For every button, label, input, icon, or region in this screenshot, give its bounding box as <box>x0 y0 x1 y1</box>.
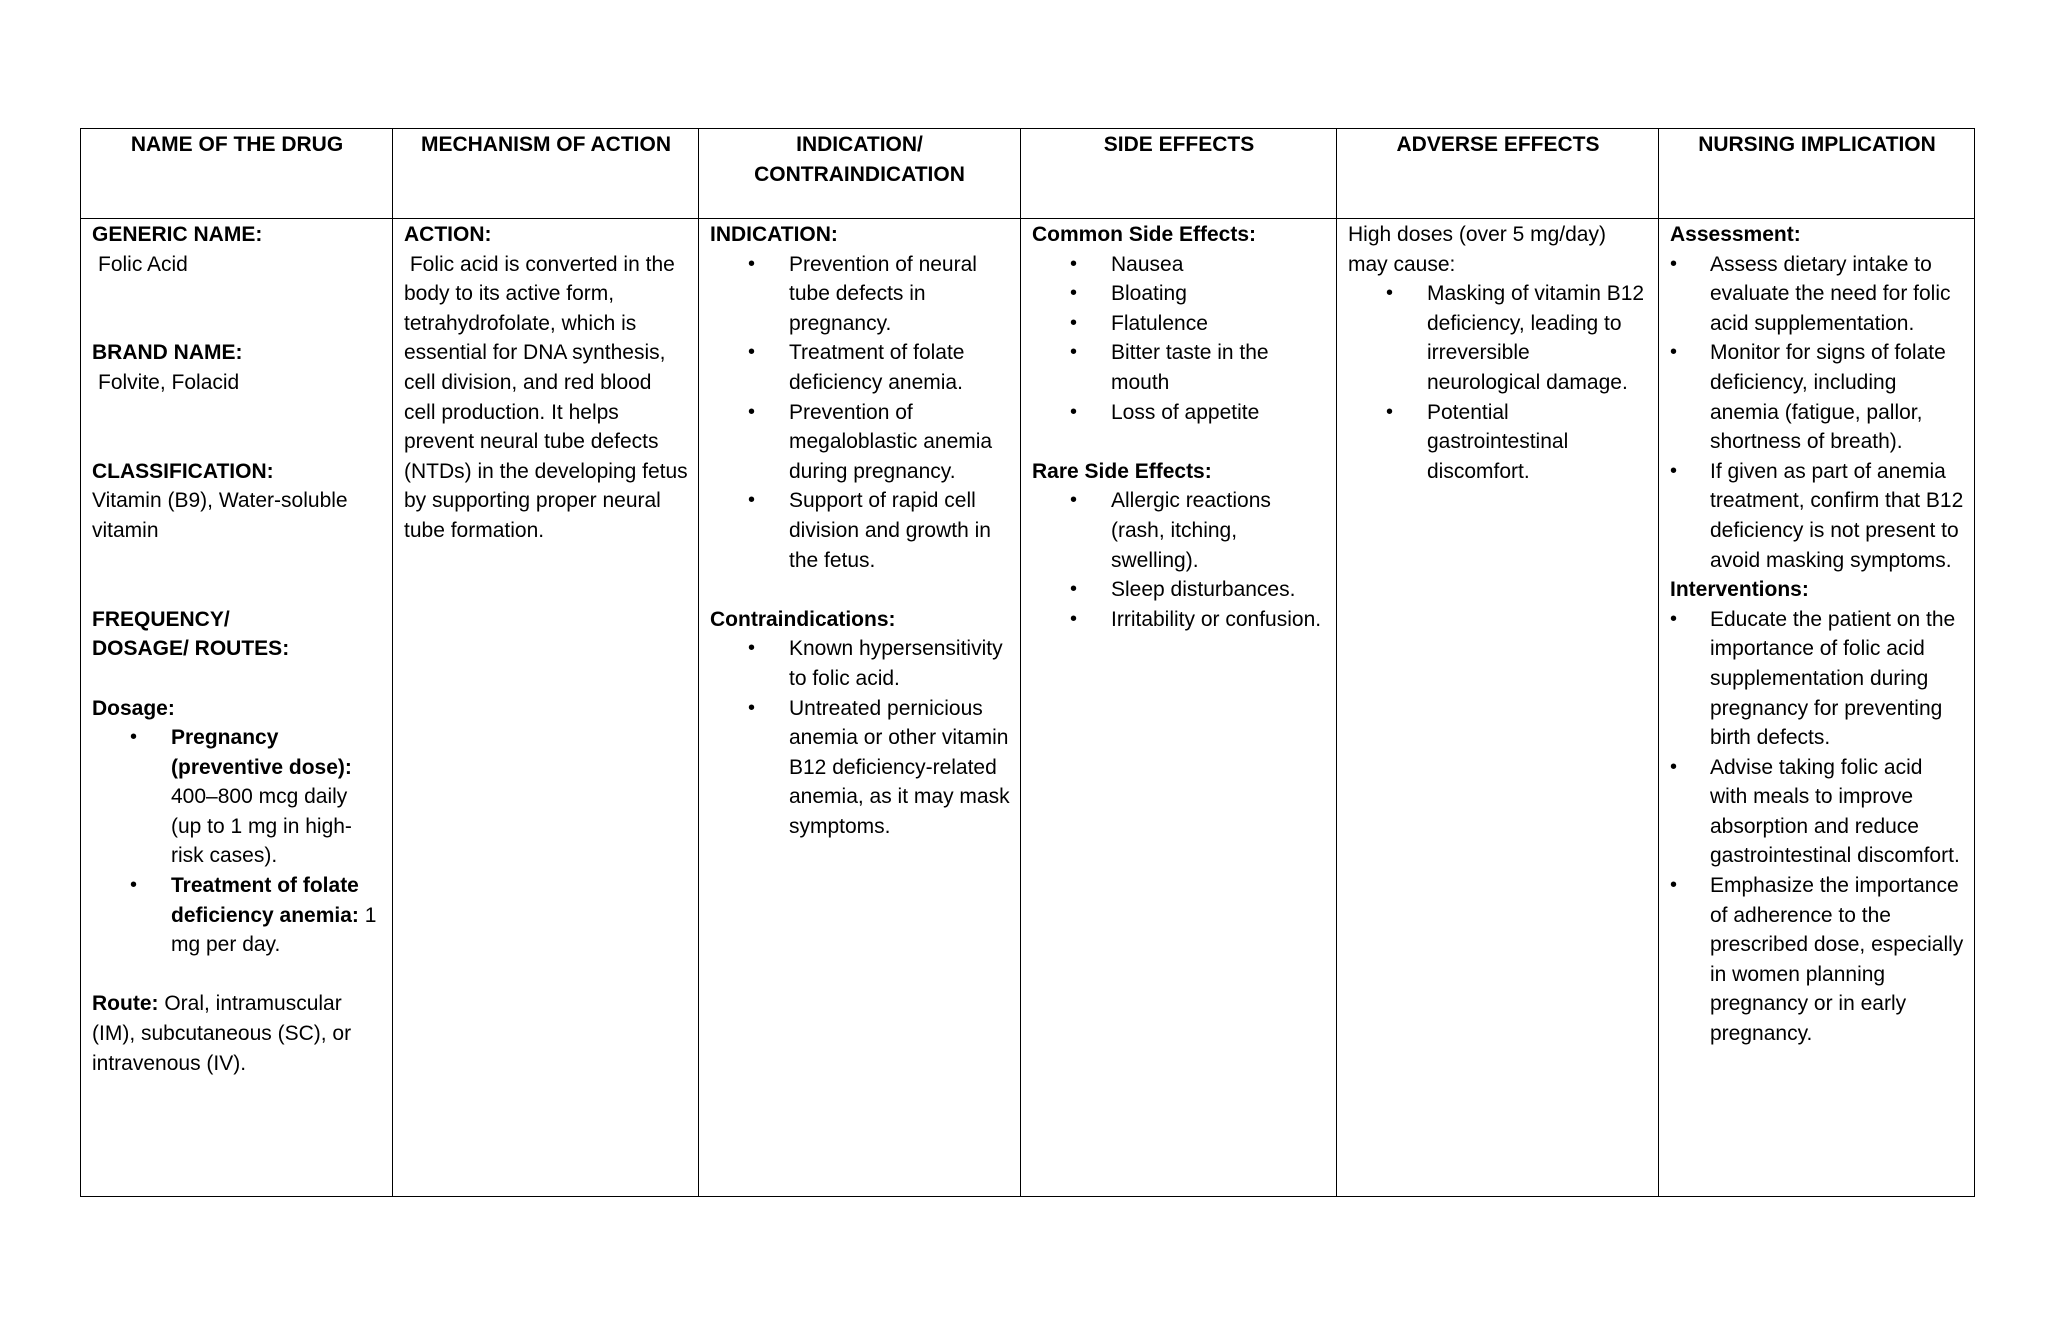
dosage-item: • Treatment of folate deficiency anemia: 1 mg per day. <box>92 871 382 960</box>
action-text: Folic acid is converted in the body to its active form, tetrahydrofolate, which is essential for DNA synthesis, cell division, and red blood cell production. It helps prevent neural tube defects (NTDs) in the developing fetus by supporting proper neural tube formation. <box>404 252 688 542</box>
classification-label: CLASSIFICATION: <box>92 459 274 483</box>
brand-name-value: Folvite, Folacid <box>98 370 240 394</box>
indication-item: • Prevention of megaloblastic anemia during pregnancy. <box>710 398 1010 487</box>
header-mechanism: MECHANISM OF ACTION <box>393 129 699 219</box>
generic-name-label: GENERIC NAME: <box>92 223 263 246</box>
brand-name-label: BRAND NAME: <box>92 341 243 365</box>
adverse-effect-item: • Masking of vitamin B12 deficiency, leading to irreversible neurological damage. <box>1348 279 1648 397</box>
dosage-list <box>92 723 382 960</box>
indication-label: INDICATION: <box>710 223 838 246</box>
intervention-item: • Advise taking folic acid with meals to improve absorption and reduce gastrointestinal discomfort. <box>1670 753 1964 871</box>
assessment-label: Assessment: <box>1670 223 1801 246</box>
indication-list <box>710 250 1010 576</box>
header-adverse-effects: ADVERSE EFFECTS <box>1337 129 1659 219</box>
contraindication-item: • Untreated pernicious anemia or other vitamin B12 deficiency-related anemia, as it may mask symptoms. <box>710 694 1010 842</box>
intervention-item: • Educate the patient on the importance of folic acid supplementation during pregnancy for preventing birth defects. <box>1670 605 1964 753</box>
assessment-list <box>1670 250 1964 576</box>
indication-item: • Prevention of neural tube defects in pregnancy. <box>710 250 1010 339</box>
adverse-effect-item: • Potential gastrointestinal discomfort. <box>1348 398 1648 487</box>
side-effect-item: • Irritability or confusion. <box>1032 605 1326 635</box>
contraindications-label: Contraindications: <box>710 607 896 631</box>
interventions-list <box>1670 605 1964 1049</box>
generic-name-value: Folic Acid <box>98 252 188 276</box>
assessment-item: • If given as part of anemia treatment, confirm that B12 deficiency is not present to avoid masking symptoms. <box>1670 457 1964 575</box>
side-effect-item: • Bitter taste in the mouth <box>1032 338 1326 397</box>
mechanism-cell <box>393 219 699 1197</box>
dosage-item: • Pregnancy (preventive dose): 400–800 mcg daily (up to 1 mg in high-risk cases). <box>92 723 382 871</box>
indication-item: • Support of rapid cell division and growth in the fetus. <box>710 486 1010 575</box>
classification-value: Vitamin (B9), Water-soluble vitamin <box>92 489 348 542</box>
action-label: ACTION: <box>404 223 492 246</box>
common-side-effects-list <box>1032 250 1326 428</box>
drug-name-cell <box>81 219 393 1197</box>
dosage-label: Dosage: <box>92 696 175 720</box>
common-side-effects-label: Common Side Effects: <box>1032 223 1257 246</box>
adverse-intro: High doses (over 5 mg/day) may cause: <box>1348 223 1606 276</box>
header-row <box>81 129 1975 219</box>
drug-row <box>81 219 1975 1197</box>
side-effect-item: • Bloating <box>1032 279 1326 309</box>
indication-cell <box>699 219 1021 1197</box>
side-effect-item: • Allergic reactions (rash, itching, swelling). <box>1032 486 1326 575</box>
rare-side-effects-label: Rare Side Effects: <box>1032 459 1212 483</box>
rare-side-effects-list <box>1032 486 1326 634</box>
header-nursing-implication: NURSING IMPLICATION <box>1659 129 1975 219</box>
frequency-label: FREQUENCY/ DOSAGE/ ROUTES: <box>92 607 290 661</box>
assessment-item: • Assess dietary intake to evaluate the need for folic acid supplementation. <box>1670 250 1964 339</box>
header-drug-name: NAME OF THE DRUG <box>81 129 393 219</box>
drug-study-table <box>80 128 1975 1197</box>
side-effect-item: • Loss of appetite <box>1032 398 1326 428</box>
side-effect-item: • Nausea <box>1032 250 1326 280</box>
header-indication: INDICATION/ CONTRAINDICATION <box>699 129 1021 219</box>
side-effect-item: • Flatulence <box>1032 309 1326 339</box>
indication-item: • Treatment of folate deficiency anemia. <box>710 338 1010 397</box>
contraindication-item: • Known hypersensitivity to folic acid. <box>710 634 1010 693</box>
header-side-effects: SIDE EFFECTS <box>1021 129 1337 219</box>
adverse-effects-list <box>1348 279 1648 486</box>
adverse-effects-cell <box>1337 219 1659 1197</box>
route-text: Route: Oral, intramuscular (IM), subcutaneous (SC), or intravenous (IV). <box>92 992 352 1075</box>
side-effect-item: • Sleep disturbances. <box>1032 575 1326 605</box>
side-effects-cell <box>1021 219 1337 1197</box>
contraindication-list <box>710 634 1010 841</box>
assessment-item: • Monitor for signs of folate deficiency, including anemia (fatigue, pallor, shortness of breath). <box>1670 338 1964 456</box>
interventions-label: Interventions: <box>1670 578 1809 602</box>
nursing-implication-cell <box>1659 219 1975 1197</box>
intervention-item: • Emphasize the importance of adherence to the prescribed dose, especially in women planning pregnancy or in early pregnancy. <box>1670 871 1964 1049</box>
